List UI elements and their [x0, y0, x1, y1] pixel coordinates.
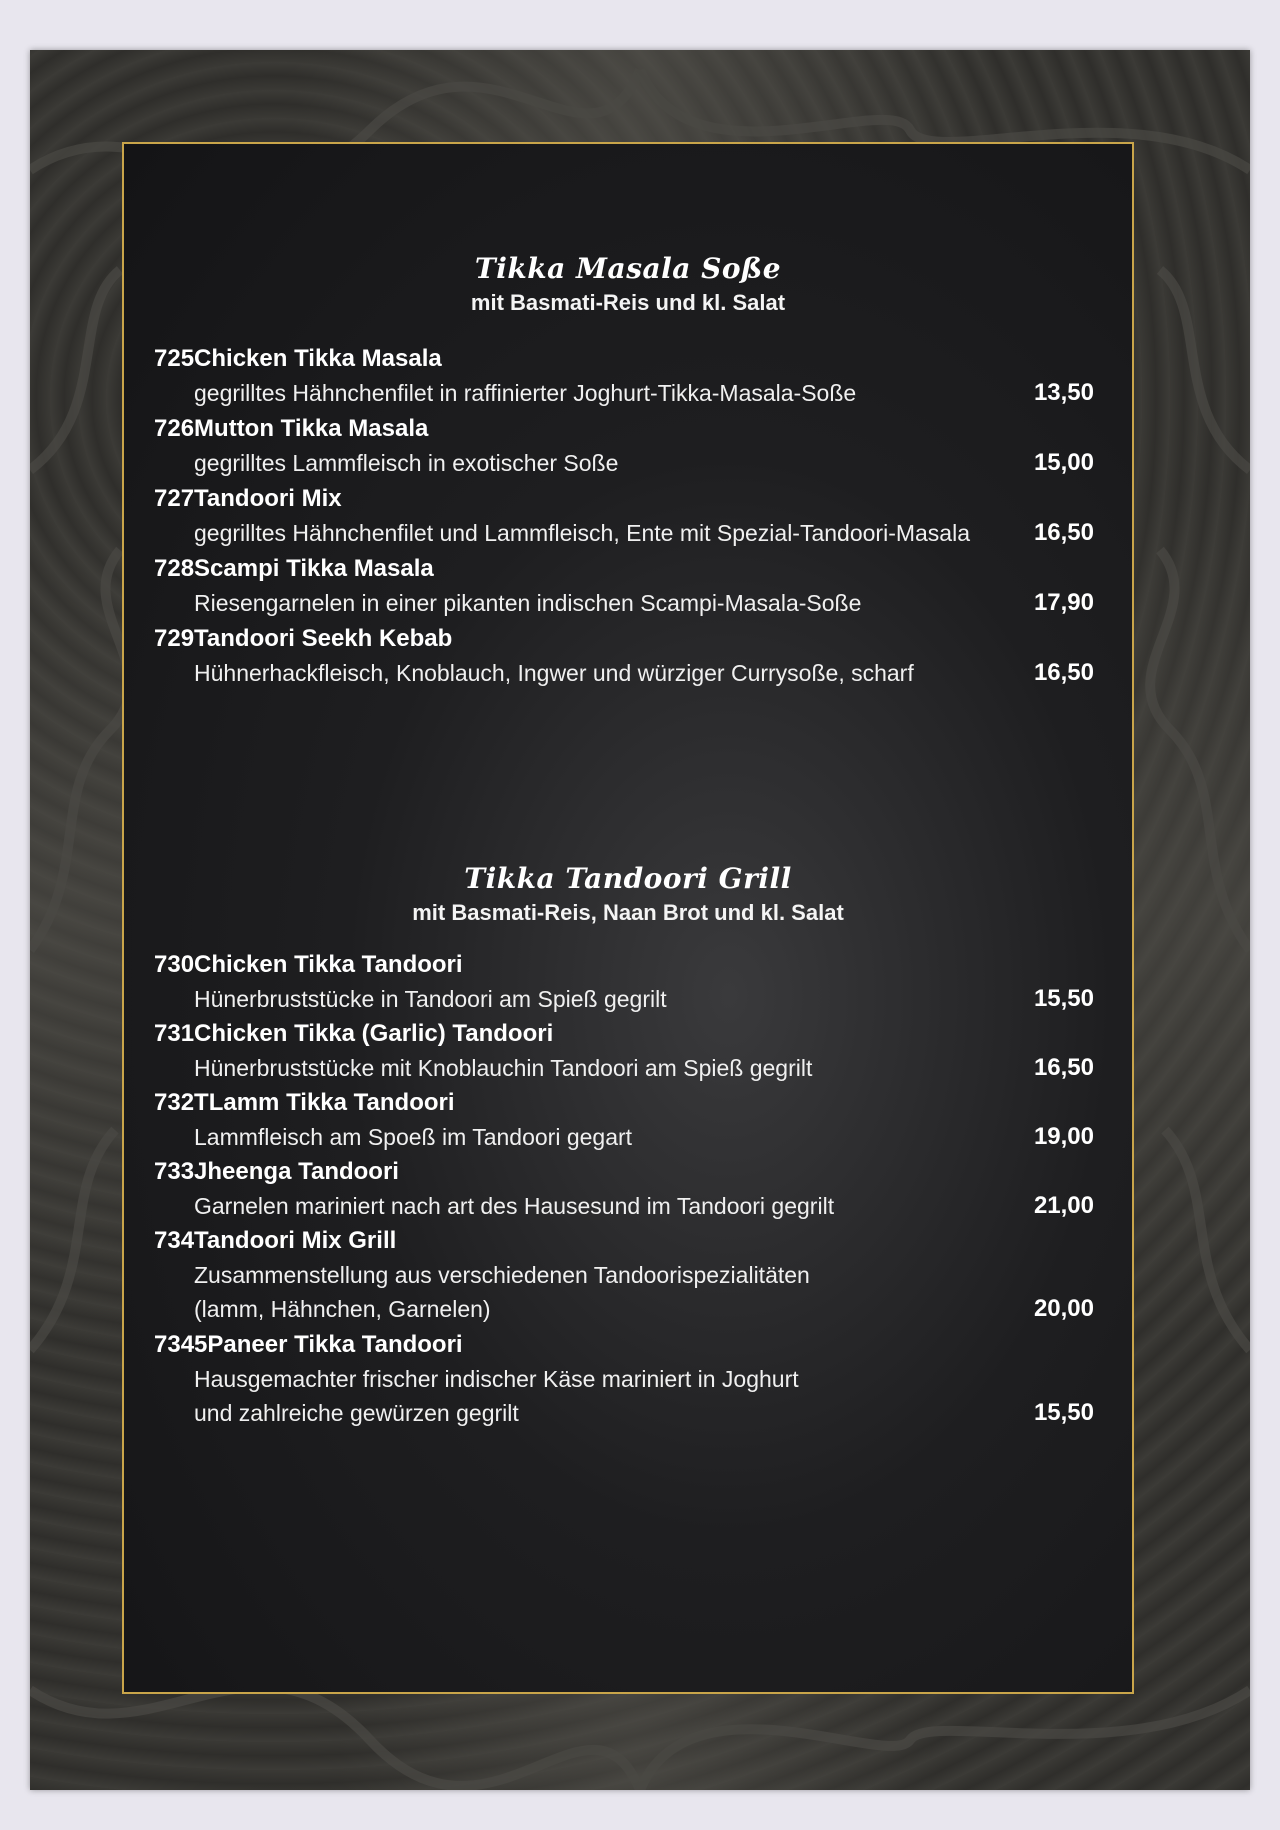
menu-sheet [30, 50, 1250, 1790]
item-price: 16,50 [1033, 1054, 1094, 1081]
item-number: 7345 [154, 1331, 208, 1358]
menu-item-732 [154, 1086, 1094, 1154]
menu-item-730 [154, 948, 1094, 1016]
item-name: Paneer Tikka Tandoori [207, 1331, 463, 1358]
item-name: Tandoori Mix [194, 485, 342, 512]
item-description: gegrilltes Hähnchenfilet in raffinierter Joghurt-Tikka-Masala-Soße [194, 380, 857, 406]
section-title-tandoori-grill: Tikka Tandoori Grill [464, 862, 792, 895]
item-price: 15,00 [1033, 449, 1094, 476]
item-number: 730 [154, 951, 195, 978]
menu-item-727 [154, 482, 1094, 550]
item-description-line-2: (lamm, Hähnchen, Garnelen) [194, 1296, 491, 1322]
item-price: 21,00 [1033, 1192, 1094, 1219]
item-name: Chicken Tikka Masala [194, 345, 442, 372]
item-number: 729 [154, 625, 195, 652]
item-description: Garnelen mariniert nach art des Hausesund im Tandoori gegrilt [194, 1193, 835, 1219]
item-number: 727 [154, 485, 195, 512]
section-subtitle-tikka-masala: mit Basmati-Reis und kl. Salat [470, 290, 786, 315]
menu-item-7345 [154, 1328, 1094, 1430]
item-number: 734 [154, 1227, 195, 1254]
item-name: Tandoori Seekh Kebab [194, 625, 453, 652]
item-price: 15,50 [1033, 985, 1094, 1012]
item-price: 16,50 [1033, 519, 1094, 546]
item-price: 17,90 [1033, 589, 1094, 616]
menu-item-733 [154, 1155, 1094, 1223]
item-number: 725 [154, 345, 195, 372]
item-number: 726 [154, 415, 195, 442]
item-description: Hünerbruststücke mit Knoblauchin Tandoori am Spieß gegrilt [194, 1055, 813, 1081]
item-description: Hünerbruststücke in Tandoori am Spieß gegrilt [194, 986, 667, 1012]
item-name: Mutton Tikka Masala [194, 415, 429, 442]
menu-item-726 [154, 412, 1094, 480]
item-price: 19,00 [1033, 1123, 1094, 1150]
item-name: Chicken Tikka (Garlic) Tandoori [194, 1020, 554, 1047]
item-price: 20,00 [1033, 1295, 1094, 1322]
section-subtitle-tandoori-grill: mit Basmati-Reis, Naan Brot und kl. Salat [412, 900, 844, 925]
item-price: 13,50 [1033, 379, 1094, 406]
menu-item-731 [154, 1017, 1094, 1085]
item-description: Hausgemachter frischer indischer Käse mariniert in Joghurt [194, 1366, 799, 1392]
item-description: Hühnerhackfleisch, Knoblauch, Ingwer und würziger Currysoße, scharf [194, 660, 914, 686]
menu-item-734 [154, 1224, 1094, 1326]
item-description: Lammfleisch am Spoeß im Tandoori gegart [194, 1124, 633, 1150]
menu-panel [122, 142, 1134, 1694]
item-description: gegrilltes Hähnchenfilet und Lammfleisch, Ente mit Spezial-Tandoori-Masala [194, 520, 970, 546]
menu-item-728 [154, 552, 1094, 620]
item-description-line-2: und zahlreiche gewürzen gegrilt [194, 1400, 519, 1426]
item-number: 732 [154, 1089, 195, 1116]
menu-item-725 [154, 342, 1094, 410]
item-name: Jheenga Tandoori [194, 1158, 399, 1185]
item-number: 728 [154, 555, 195, 582]
item-name: TLamm Tikka Tandoori [194, 1089, 455, 1116]
item-name: Chicken Tikka Tandoori [194, 951, 463, 978]
item-name: Tandoori Mix Grill [194, 1227, 397, 1254]
menu-item-729 [154, 622, 1094, 690]
item-number: 733 [154, 1158, 195, 1185]
item-name: Scampi Tikka Masala [194, 555, 434, 582]
item-number: 731 [154, 1020, 195, 1047]
item-price: 15,50 [1033, 1399, 1094, 1426]
item-description: gegrilltes Lammfleisch in exotischer Soße [194, 450, 619, 476]
item-price: 16,50 [1033, 659, 1094, 686]
section-title-tikka-masala: Tikka Masala Soße [474, 252, 782, 285]
item-description: Zusammenstellung aus verschiedenen Tandoorispezialitäten [194, 1262, 810, 1288]
item-description: Riesengarnelen in einer pikanten indischen Scampi-Masala-Soße [194, 590, 862, 616]
